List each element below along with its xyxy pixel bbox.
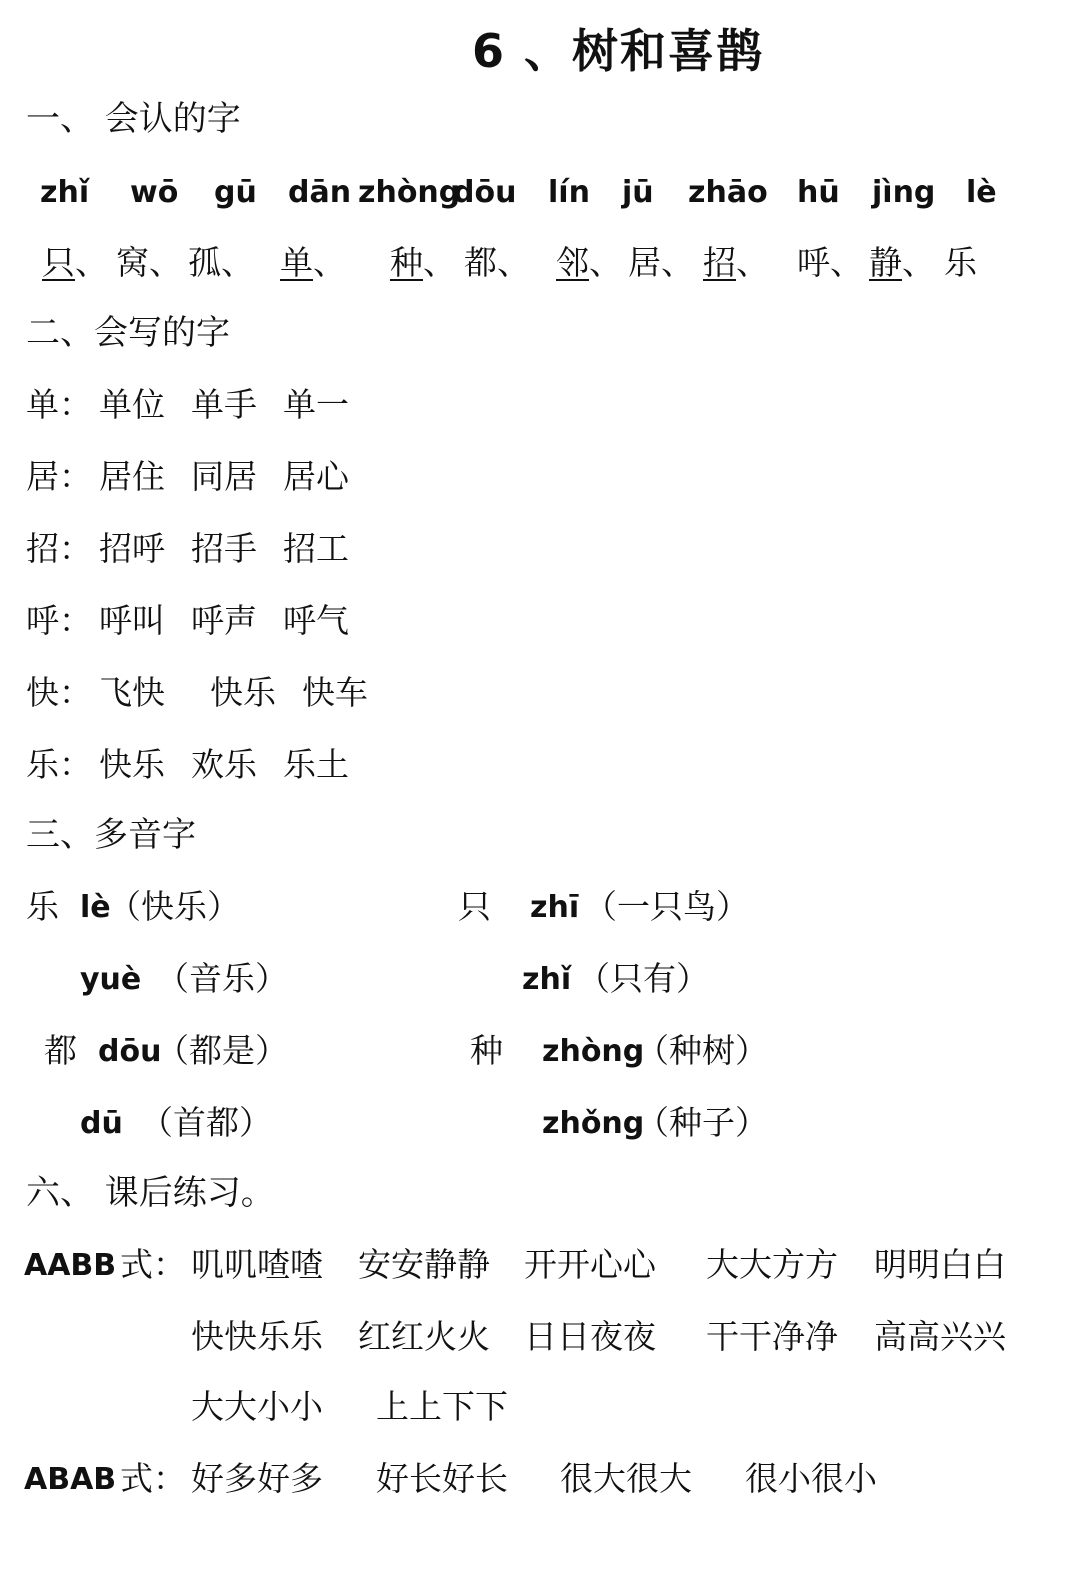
write-row-char: 招： xyxy=(26,529,92,568)
section-heading-write: 二、会写的字 xyxy=(26,313,230,353)
pinyin-dan: dān xyxy=(288,175,352,210)
aabb-word: 上上下下 xyxy=(376,1387,508,1426)
poly-word: （首都） xyxy=(140,1103,272,1142)
sep: 、 xyxy=(902,243,935,282)
abab-word: 很大很大 xyxy=(560,1459,692,1498)
sep: 、 xyxy=(830,243,863,282)
write-word: 居心 xyxy=(283,457,349,496)
abab-word: 好长好长 xyxy=(376,1459,508,1498)
aabb-label: AABB xyxy=(24,1248,117,1283)
poly-char-zhong: 种 xyxy=(470,1031,503,1070)
aabb-word: 红红火火 xyxy=(358,1317,490,1356)
aabb-word: 快快乐乐 xyxy=(191,1317,323,1356)
aabb-word: 高高兴兴 xyxy=(874,1317,1006,1356)
pinyin-wo: wō xyxy=(130,175,179,210)
write-word: 单手 xyxy=(191,385,257,424)
write-word: 呼叫 xyxy=(99,601,165,640)
section-heading-recognize: 一、 会认的字 xyxy=(26,99,241,139)
poly-word: （音乐） xyxy=(156,959,288,998)
sep: 、 xyxy=(423,243,456,282)
write-word: 快车 xyxy=(302,673,368,712)
poly-word: （一只鸟） xyxy=(584,887,749,926)
pinyin-gu: gū xyxy=(214,175,257,210)
write-word: 同居 xyxy=(191,457,257,496)
char-zhong: 种 xyxy=(390,243,423,282)
char-ju: 居 xyxy=(628,243,661,282)
aabb-word: 明明白白 xyxy=(874,1245,1006,1284)
poly-char-dou: 都 xyxy=(44,1031,77,1070)
abab-label: ABAB xyxy=(24,1462,117,1497)
write-word: 飞快 xyxy=(99,673,165,712)
poly-pinyin: zhī xyxy=(530,890,580,925)
pinyin-ju: jū xyxy=(622,175,654,210)
write-row-char: 快： xyxy=(26,673,92,712)
pinyin-lin: lín xyxy=(548,175,590,210)
poly-word: （都是） xyxy=(156,1031,288,1070)
aabb-word: 安安静静 xyxy=(358,1245,490,1284)
pinyin-zhi: zhǐ xyxy=(40,175,90,210)
pinyin-jing: jìng xyxy=(872,175,936,210)
poly-char-le: 乐 xyxy=(26,887,59,926)
poly-pinyin: zhòng xyxy=(542,1034,645,1069)
char-dan: 单 xyxy=(280,243,313,282)
sep: 、 xyxy=(661,243,694,282)
char-dou: 都 xyxy=(464,243,497,282)
style-suffix: 式： xyxy=(120,1459,186,1498)
char-zhao: 招 xyxy=(703,243,736,282)
write-row-char: 呼： xyxy=(26,601,92,640)
char-le: 乐 xyxy=(944,243,977,282)
poly-pinyin: zhǒng xyxy=(542,1106,645,1141)
write-word: 快乐 xyxy=(99,745,165,784)
write-word: 单位 xyxy=(99,385,165,424)
write-word: 招手 xyxy=(191,529,257,568)
write-row-char: 居： xyxy=(26,457,92,496)
aabb-word: 开开心心 xyxy=(524,1245,656,1284)
sep: 、 xyxy=(589,243,622,282)
sep: 、 xyxy=(736,243,769,282)
pinyin-dou: dōu xyxy=(453,175,517,210)
style-suffix: 式： xyxy=(120,1245,186,1284)
write-word: 呼声 xyxy=(191,601,257,640)
char-lin: 邻 xyxy=(556,243,589,282)
pinyin-hu: hū xyxy=(797,175,840,210)
char-wo: 窝 xyxy=(116,243,149,282)
char-gu: 孤 xyxy=(188,243,221,282)
write-word: 乐土 xyxy=(283,745,349,784)
pinyin-zhong: zhòng xyxy=(358,175,461,210)
sep: 、 xyxy=(75,243,108,282)
section-heading-polyphonic: 三、多音字 xyxy=(26,815,196,855)
poly-pinyin: zhǐ xyxy=(522,962,572,997)
abab-word: 很小很小 xyxy=(745,1459,877,1498)
poly-word: （种树） xyxy=(636,1031,768,1070)
poly-word: （种子） xyxy=(636,1103,768,1142)
poly-word: （快乐） xyxy=(108,887,240,926)
aabb-word: 干干净净 xyxy=(706,1317,838,1356)
write-word: 居住 xyxy=(99,457,165,496)
write-row-char: 单： xyxy=(26,385,92,424)
sep: 、 xyxy=(497,243,530,282)
aabb-word: 叽叽喳喳 xyxy=(191,1245,323,1284)
pinyin-le: lè xyxy=(966,175,997,210)
char-zhi: 只 xyxy=(42,243,75,282)
write-word: 呼气 xyxy=(283,601,349,640)
write-word: 欢乐 xyxy=(191,745,257,784)
poly-pinyin: dū xyxy=(80,1106,123,1141)
section-heading-exercises: 六、 课后练习。 xyxy=(26,1173,275,1213)
char-hu: 呼 xyxy=(797,243,830,282)
poly-char-zhi: 只 xyxy=(458,887,491,926)
sep: 、 xyxy=(149,243,182,282)
write-word: 快乐 xyxy=(210,673,276,712)
char-jing: 静 xyxy=(869,243,902,282)
write-row-char: 乐： xyxy=(26,745,92,784)
write-word: 单一 xyxy=(283,385,349,424)
write-word: 招呼 xyxy=(99,529,165,568)
sep: 、 xyxy=(313,243,346,282)
poly-pinyin: lè xyxy=(80,890,111,925)
page-title: 6 、树和喜鹊 xyxy=(472,24,765,78)
poly-word: （只有） xyxy=(577,959,709,998)
aabb-word: 大大小小 xyxy=(191,1387,323,1426)
aabb-word: 日日夜夜 xyxy=(524,1317,656,1356)
pinyin-zhao: zhāo xyxy=(688,175,768,210)
abab-word: 好多好多 xyxy=(191,1459,323,1498)
write-word: 招工 xyxy=(283,529,349,568)
poly-pinyin: yuè xyxy=(80,962,142,997)
sep: 、 xyxy=(221,243,254,282)
aabb-word: 大大方方 xyxy=(706,1245,838,1284)
poly-pinyin: dōu xyxy=(98,1034,162,1069)
